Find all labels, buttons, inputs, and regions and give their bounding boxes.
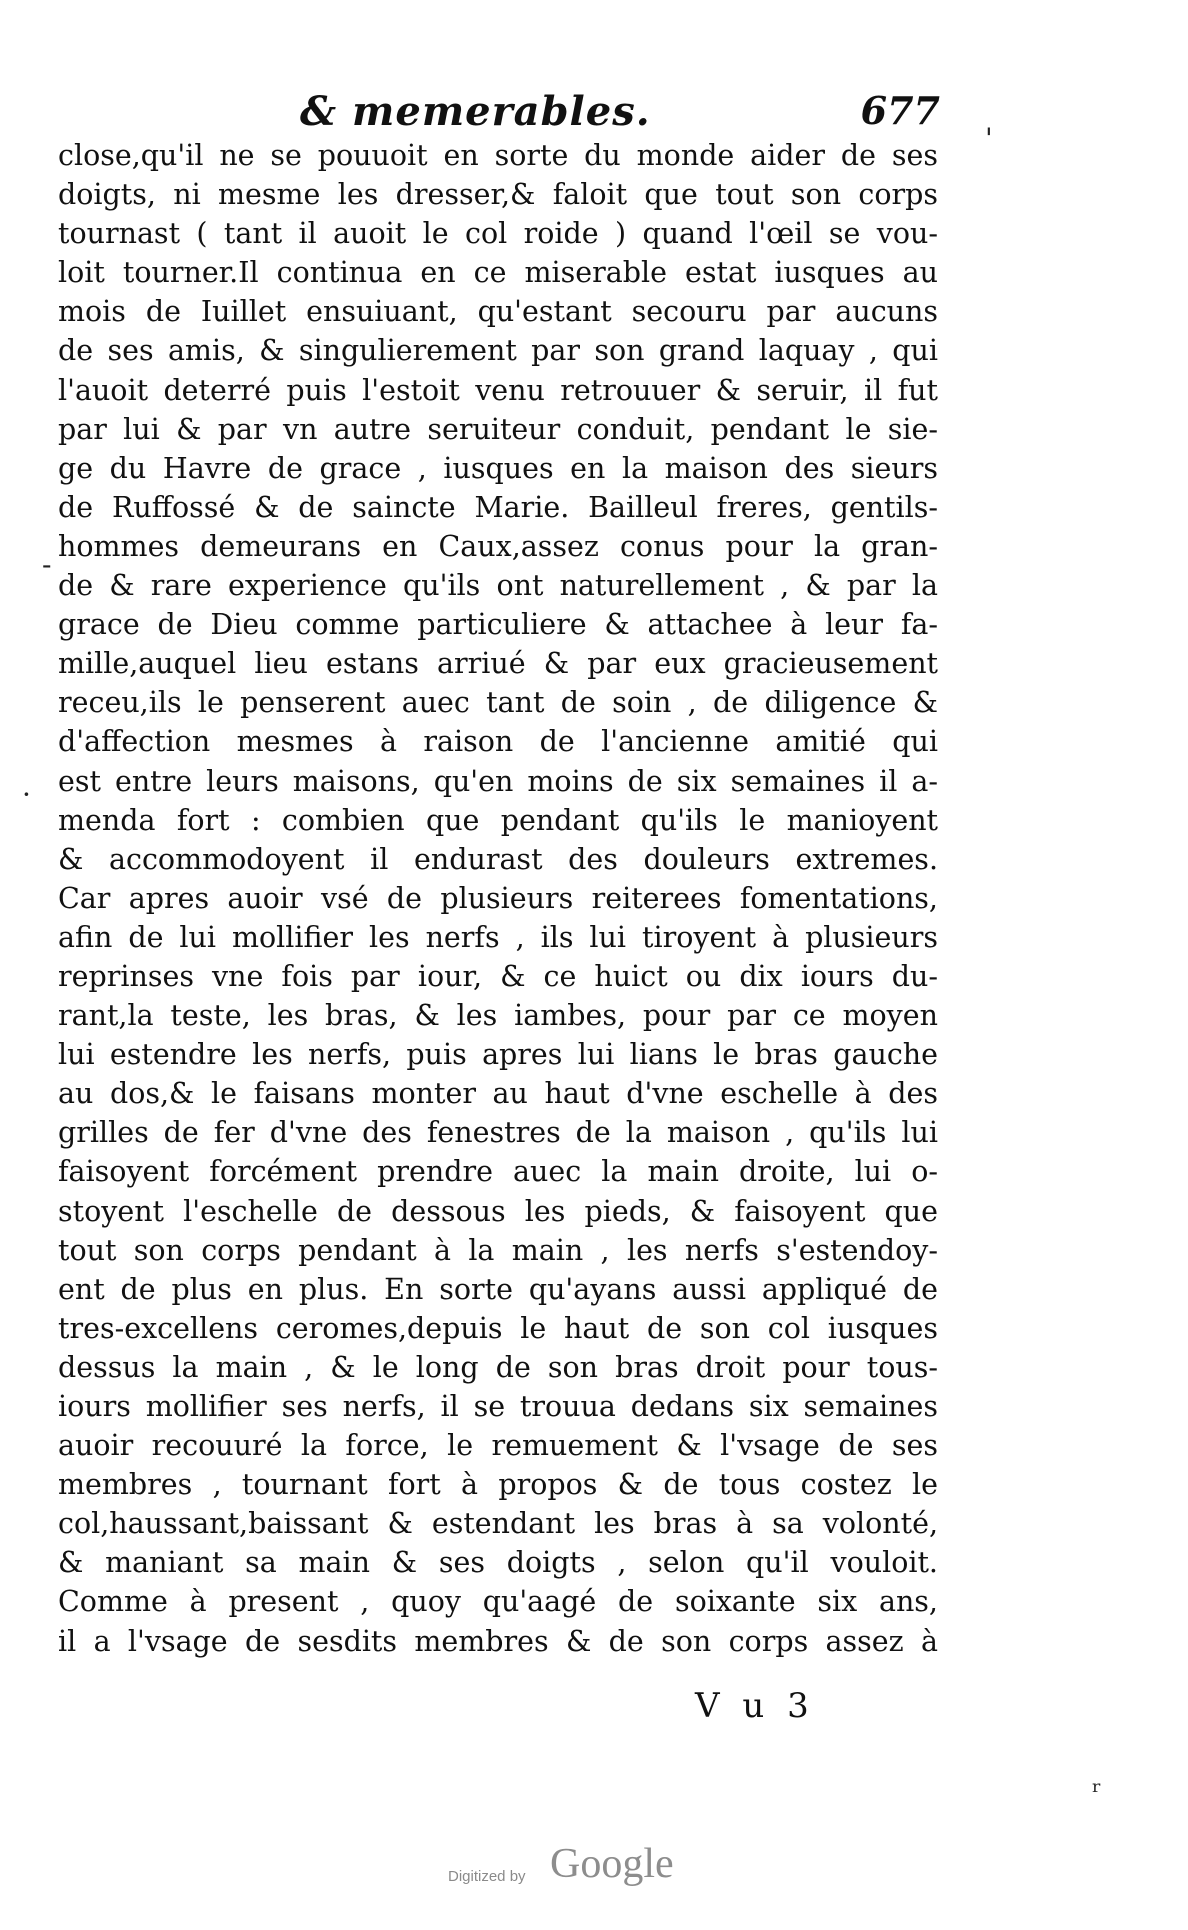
text-line: receu,ils le penserent auec tant de soin , de diligence &: [58, 686, 938, 720]
text-line: Comme à present , quoy qu'aagé de soixante six ans,: [58, 1585, 938, 1619]
google-logo: Google: [550, 1841, 674, 1887]
text-line: menda fort : combien que pendant qu'ils le manioyent: [58, 803, 938, 837]
text-line: doigts, ni mesme les dresser,& faloit que tout son corps: [58, 178, 938, 212]
text-line: de ses amis, & singulierement par son grand laquay , qui: [58, 334, 938, 368]
text-line: lui estendre les nerfs, puis apres lui lians le bras gauche: [58, 1038, 938, 1072]
margin-speck: -: [42, 548, 52, 581]
text-line: ent de plus en plus. En sorte qu'ayans aussi appliqué de: [58, 1272, 938, 1306]
text-line: loit tourner.Il continua en ce miserable estat iusques au: [58, 256, 938, 290]
digitized-by-label: Digitized by: [448, 1868, 526, 1885]
margin-speck: ': [985, 122, 993, 155]
text-line: tres-excellens ceromes,depuis le haut de son col iusques: [58, 1311, 938, 1345]
text-line: faisoyent forcément prendre auec la main droite, lui o-: [58, 1155, 938, 1189]
digitization-credit: [448, 1840, 768, 1900]
margin-speck: ʳ: [1092, 1775, 1102, 1808]
text-line: col,haussant,baissant & estendant les bras à sa volonté,: [58, 1507, 938, 1541]
text-line: & accommodoyent il endurast des douleurs extremes.: [58, 842, 938, 876]
text-line: stoyent l'eschelle de dessous les pieds, & faisoyent que: [58, 1194, 938, 1228]
text-line: d'affection mesmes à raison de l'ancienne amitié qui: [58, 725, 938, 759]
text-line: reprinses vne fois par iour, & ce huict ou dix iours du-: [58, 959, 938, 993]
text-line: iours mollifier ses nerfs, il se trouua dedans six semaines: [58, 1390, 938, 1423]
text-line: par lui & par vn autre seruiteur conduit, pendant le sie-: [58, 412, 938, 446]
text-line: au dos,& le faisans monter au haut d'vne eschelle à des: [58, 1077, 938, 1111]
text-line: afin de lui mollifier les nerfs , ils lui tiroyent à plusieurs: [58, 920, 938, 954]
text-line: ge du Havre de grace , iusques en la maison des sieurs: [58, 451, 938, 485]
text-line: il a l'vsage de sesdits membres & de son corps assez à: [58, 1624, 938, 1658]
text-line: Car apres auoir vsé de plusieurs reiterees fomentations,: [58, 881, 938, 915]
margin-speck: ·: [22, 778, 31, 811]
text-line: dessus la main , & le long de son bras droit pour tous-: [58, 1350, 938, 1384]
text-line: de & rare experience qu'ils ont naturellement , & par la: [58, 569, 938, 603]
text-line: l'auoit deterré puis l'estoit venu retrouuer & seruir, il fut: [58, 373, 938, 407]
text-line: tournast ( tant il auoit le col roide ) quand l'œil se vou-: [58, 217, 938, 251]
text-line: grace de Dieu comme particuliere & attachee à leur fa-: [58, 608, 938, 642]
signature-mark: V u 3: [695, 1686, 815, 1726]
text-line: mois de Iuillet ensuiuant, qu'estant secouru par aucuns: [58, 295, 938, 329]
page-number: 677: [860, 88, 940, 133]
text-line: auoir recouuré la force, le remuement & l'vsage de ses: [58, 1429, 938, 1463]
text-line: est entre leurs maisons, qu'en moins de six semaines il a-: [58, 764, 938, 798]
text-line: membres , tournant fort à propos & de tous costez le: [58, 1468, 938, 1502]
text-line: close,qu'il ne se pouuoit en sorte du monde aider de ses: [58, 139, 938, 172]
body-text: [58, 136, 938, 1661]
text-line: rant,la teste, les bras, & les iambes, pour par ce moyen: [58, 999, 938, 1033]
text-line: de Ruffossé & de saincte Marie. Bailleul freres, gentils-: [58, 490, 938, 524]
text-line: & maniant sa main & ses doigts , selon qu'il vouloit.: [58, 1546, 938, 1580]
header-title: & memerables.: [300, 88, 651, 135]
text-line: tout son corps pendant à la main , les nerfs s'estendoy-: [58, 1233, 938, 1267]
text-line: hommes demeurans en Caux,assez conus pour la gran-: [58, 529, 938, 563]
text-line: grilles de fer d'vne des fenestres de la maison , qu'ils lui: [58, 1116, 938, 1150]
text-line: mille,auquel lieu estans arriué & par eux gracieusement: [58, 647, 938, 681]
